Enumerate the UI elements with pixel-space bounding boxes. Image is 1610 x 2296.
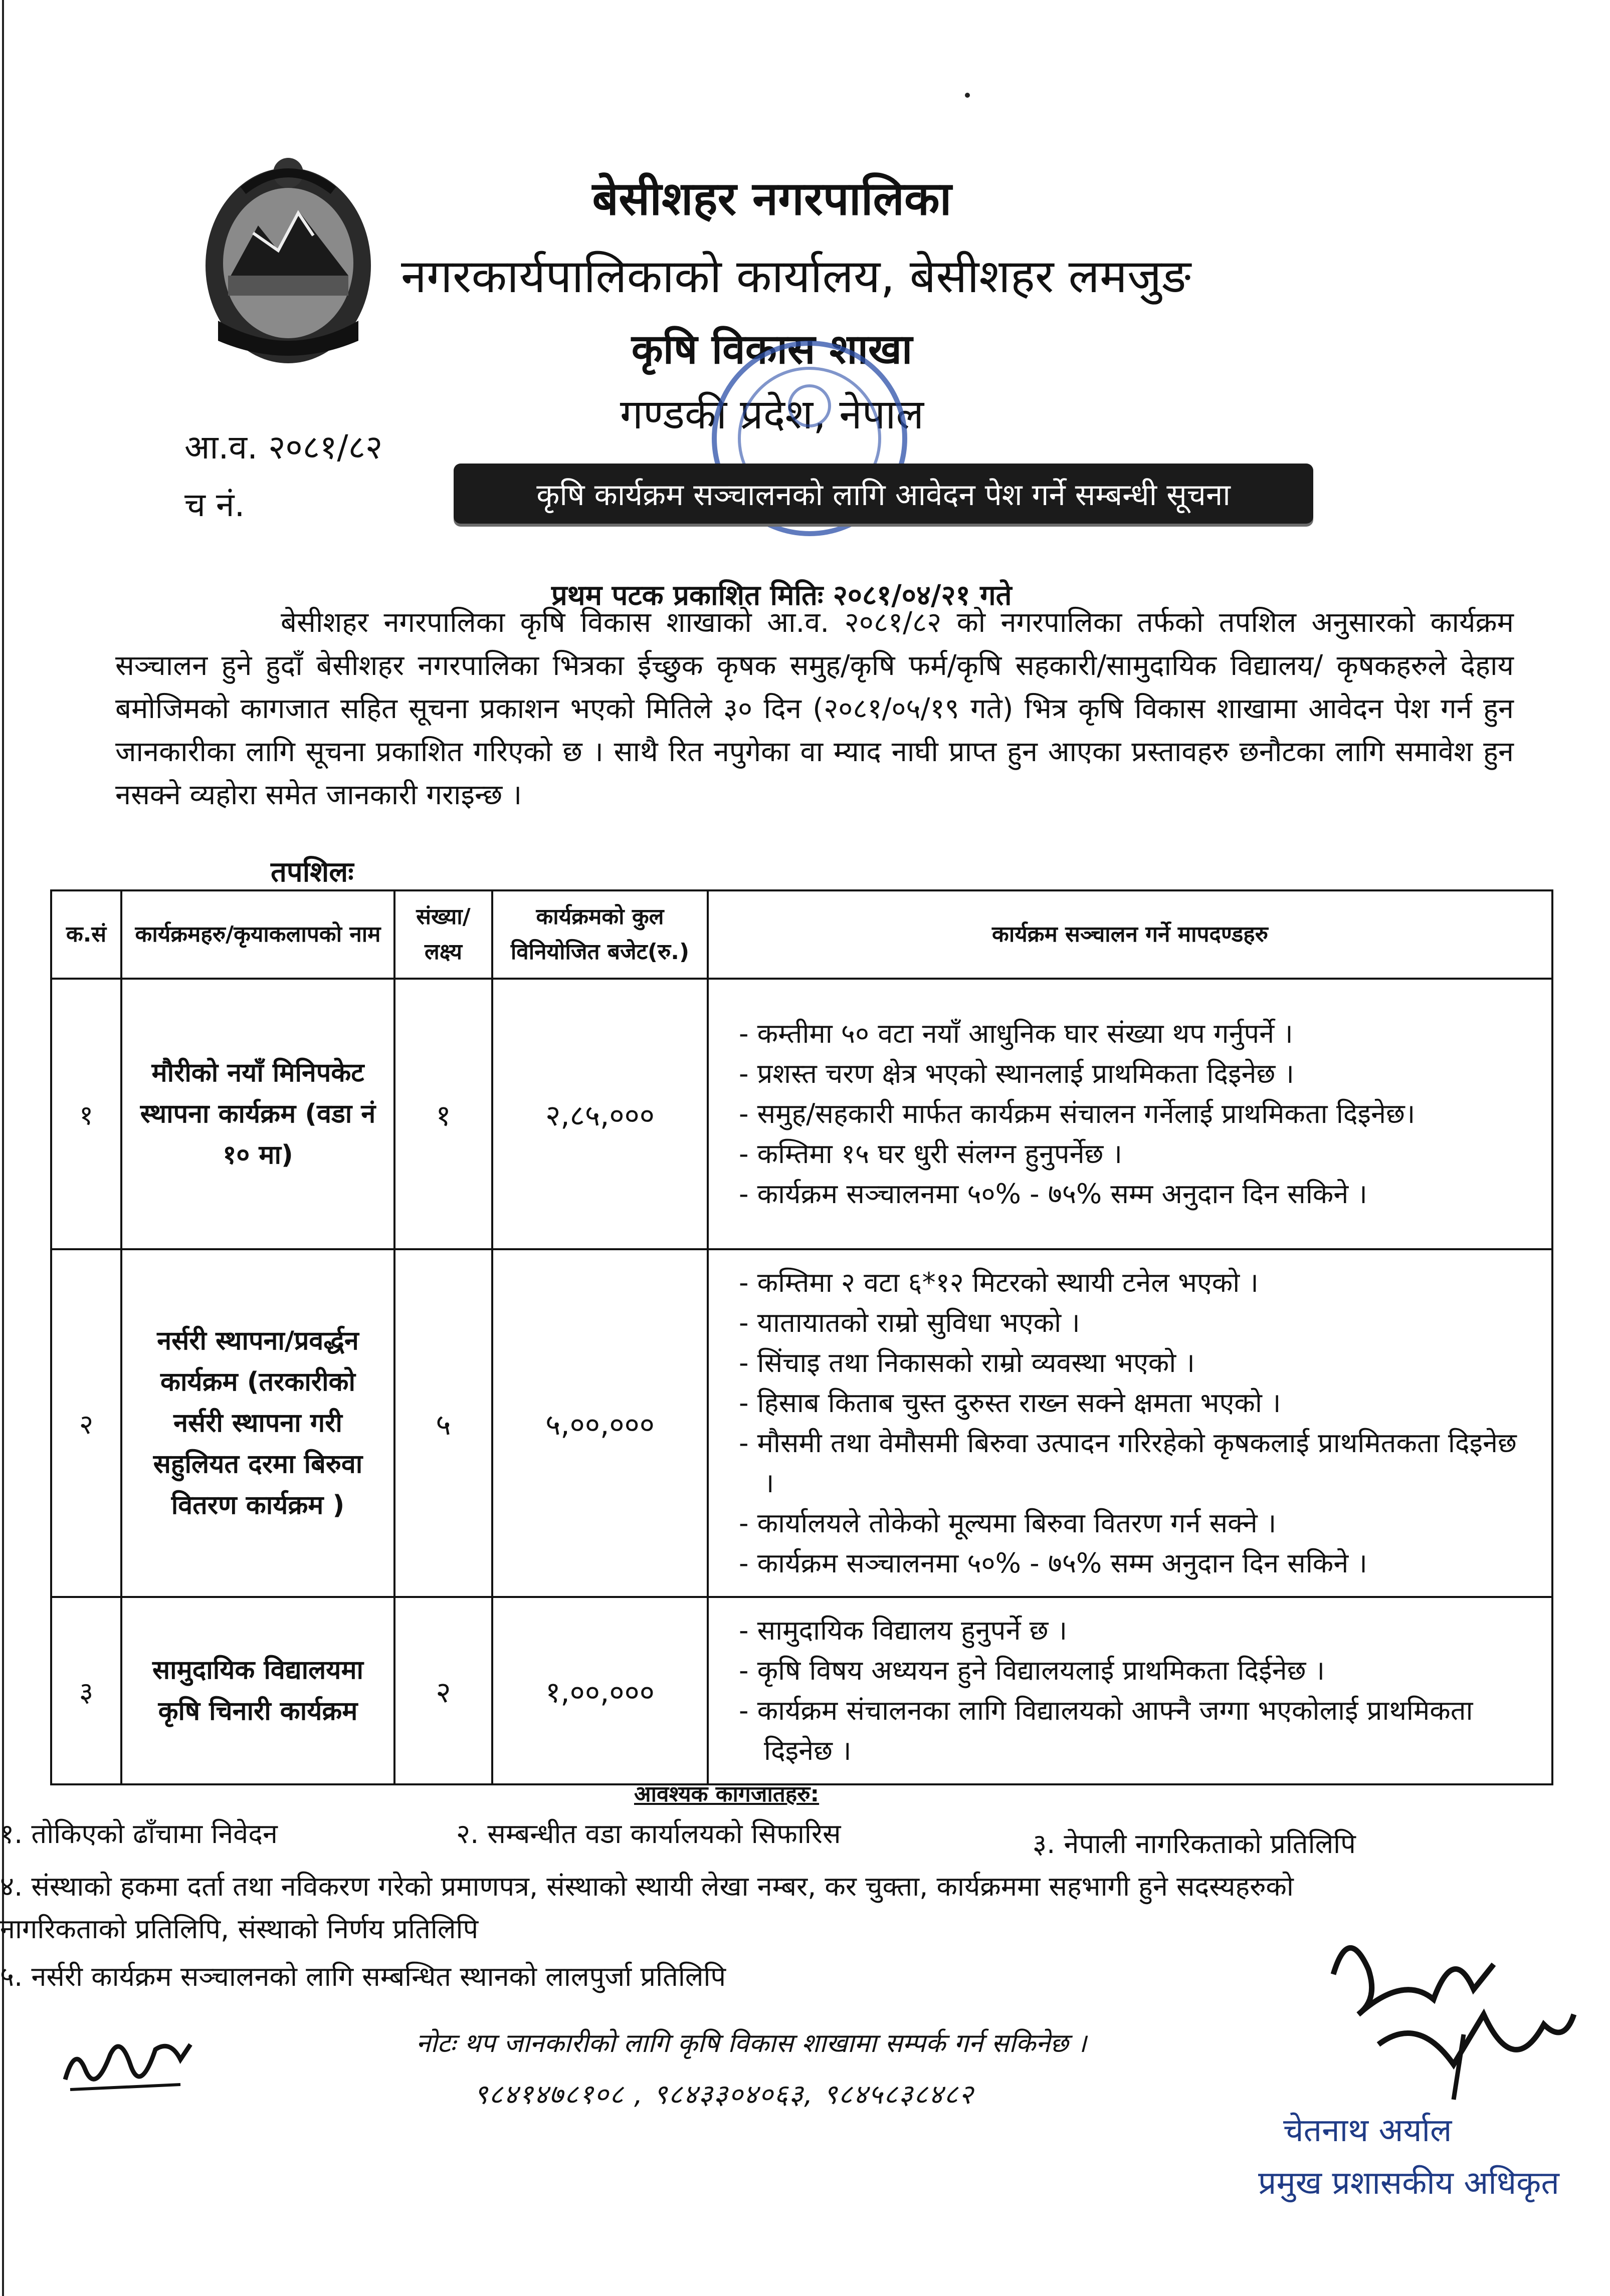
- officer-name: चेतनाथ अर्याल: [1283, 2112, 1452, 2149]
- criteria-list: [739, 1263, 1521, 1583]
- fiscal-year: आ.व. २०८१/८२: [184, 428, 383, 467]
- criteria-item: - सामुदायिक विद्यालय हुनुपर्ने छ ।: [739, 1611, 1521, 1651]
- document-item-5: ५. नर्सरी कार्यक्रम सञ्चालनको लागि सम्बन्धित स्थानको लालपुर्जा प्रतिलिपि: [0, 1961, 726, 1992]
- row-budget: ५,००,०००: [492, 1249, 708, 1597]
- row-program-name: मौरीको नयाँ मिनिपकेट स्थापना कार्यक्रम (वडा नं १० मा): [121, 979, 394, 1249]
- office-name: नगरकार्यपालिकाको कार्यालय, बेसीशहर लमजुङ: [401, 250, 1191, 303]
- criteria-item: - कार्यालयले तोकेको मूल्यमा बिरुवा वितरण गर्न सक्ने ।: [739, 1503, 1521, 1543]
- page-left-border: [2, 0, 4, 2296]
- table-row: [51, 1597, 1552, 1784]
- published-date: प्रथम पटक प्रकाशित मितिः २०८१/०४/२१ गते: [551, 579, 1012, 612]
- document-item-4: ४. संस्थाको हकमा दर्ता तथा नविकरण गरेको प्रमाणपत्र, संस्थाको स्थायी लेखा नम्बर, कर चुक्ता, कार्यक्रममा सहभागी हुने सदस्यहरुको: [0, 1871, 1294, 1902]
- signature-left-icon: [55, 2024, 206, 2100]
- municipality-name: बेसीशहर नगरपालिका: [592, 172, 952, 225]
- document-item-3: ३. नेपाली नागरिकताको प्रतिलिपि: [1033, 1828, 1356, 1860]
- document-item-4-continued: नागरिकताको प्रतिलिपि, संस्थाको निर्णय प्रतिलिपि: [0, 1913, 479, 1945]
- province-name: गण्डकी प्रदेश, नेपाल: [620, 391, 924, 438]
- criteria-item: - हिसाब किताब चुस्त दुरुस्त राख्न सक्ने क्षमता भएको ।: [739, 1383, 1521, 1423]
- row-criteria: [708, 979, 1552, 1249]
- criteria-item: - यातायातको राम्रो सुविधा भएको ।: [739, 1303, 1521, 1343]
- header-budget: कार्यक्रमको कुल विनियोजित बजेट(रु.): [492, 890, 708, 979]
- branch-name: कृषि विकास शाखा: [631, 326, 913, 373]
- row-criteria: [708, 1249, 1552, 1597]
- table-header-row: [51, 890, 1552, 979]
- officer-title: प्रमुख प्रशासकीय अधिकृत: [1258, 2165, 1559, 2202]
- criteria-item: - कम्तीमा ५० वटा नयाँ आधुनिक घार संख्या थप गर्नुपर्ने ।: [739, 1014, 1521, 1054]
- table-row: [51, 979, 1552, 1249]
- criteria-item: - समुह/सहकारी मार्फत कार्यक्रम संचालन गर्नेलाई प्राथमिकता दिइनेछ।: [739, 1094, 1521, 1134]
- program-table: [50, 889, 1553, 1785]
- nepal-emblem-icon: [198, 150, 378, 371]
- row-criteria: [708, 1597, 1552, 1784]
- criteria-item: - कृषि विषय अध्ययन हुने विद्यालयलाई प्राथमिकता दिईनेछ ।: [739, 1651, 1521, 1691]
- header-name: कार्यक्रमहरु/कृयाकलापको नाम: [121, 890, 394, 979]
- row-qty: २: [394, 1597, 492, 1784]
- criteria-item: - कार्यक्रम संचालनका लागि विद्यालयको आफ्नै जग्गा भएकोलाई प्राथमिकता दिइनेछ ।: [739, 1691, 1521, 1771]
- criteria-list: [739, 1014, 1521, 1214]
- row-sn: २: [51, 1249, 121, 1597]
- row-sn: १: [51, 979, 121, 1249]
- signature-right-icon: [1303, 1914, 1584, 2105]
- document-item-2: २. सम्बन्धीत वडा कार्यालयको सिफारिस: [456, 1818, 841, 1850]
- criteria-item: - कार्यक्रम सञ्चालनमा ५०% - ७५% सम्म अनुदान दिन सकिने ।: [739, 1543, 1521, 1583]
- criteria-item: - प्रशस्त चरण क्षेत्र भएको स्थानलाई प्राथमिकता दिइनेछ ।: [739, 1054, 1521, 1094]
- table-row: [51, 1249, 1552, 1597]
- letter-number: च नं.: [184, 486, 245, 524]
- row-budget: २,८५,०००: [492, 979, 708, 1249]
- scan-dot: [965, 93, 970, 98]
- row-budget: १,००,०००: [492, 1597, 708, 1784]
- criteria-item: - कार्यक्रम सञ्चालनमा ५०% - ७५% सम्म अनुदान दिन सकिने ।: [739, 1174, 1521, 1214]
- row-qty: ५: [394, 1249, 492, 1597]
- notice-title: कृषि कार्यक्रम सञ्चालनको लागि आवेदन पेश गर्ने सम्बन्धी सूचना: [536, 478, 1231, 513]
- criteria-item: - कम्तिमा १५ घर धुरी संलग्न हुनुपर्नेछ ।: [739, 1134, 1521, 1174]
- contact-note: नोटः थप जानकारीको लागि कृषि विकास शाखामा सम्पर्क गर्न सकिनेछ ।: [416, 2028, 1087, 2058]
- header-qty: संख्या/ लक्ष्य: [394, 890, 492, 979]
- row-program-name: नर्सरी स्थापना/प्रवर्द्धन कार्यक्रम (तरकारीको नर्सरी स्थापना गरी सहुलियत दरमा बिरुवा वितरण कार्यक्रम ): [121, 1249, 394, 1597]
- criteria-item: - सिंचाइ तथा निकासको राम्रो व्यवस्था भएको ।: [739, 1343, 1521, 1383]
- header-criteria: कार्यक्रम सञ्चालन गर्ने मापदण्डहरु: [708, 890, 1552, 979]
- row-qty: १: [394, 979, 492, 1249]
- criteria-list: [739, 1611, 1521, 1771]
- contact-phones: ९८४१४७८१०८ , ९८४३३०४०६३, ९८४५८३८४८२: [474, 2079, 974, 2110]
- notice-body: बेसीशहर नगरपालिका कृषि विकास शाखाको आ.व. २०८१/८२ को नगरपालिका तर्फको तपशिल अनुसारको कार्यक्रम सञ्चालन हुने हुदाँ बेसीशहर नगरपालिका भित्रका ईच्छुक कृषक समुह/कृषि फर्म/कृषि सहकारी/सामुदायिक विद्यालय/ कृषकहरुले देहाय बमोजिमको कागजात सहित सूचना प्रकाशन भएको मितिले ३० दिन (२०८१/०५/१९ गते) भित्र कृषि विकास शाखामा आवेदन पेश गर्न हुन जानकारीका लागि सूचना प्रकाशित गरिएको छ । साथै रित नपुगेका वा म्याद नाघी प्राप्त हुन आएका प्रस्तावहरु छनौटका लागि समावेश हुन नसक्ने व्यहोरा समेत जानकारी गराइन्छ ।: [115, 606, 1514, 811]
- document-item-1: १. तोकिएको ढाँचामा निवेदन: [0, 1818, 278, 1850]
- details-label: तपशिलः: [271, 856, 354, 888]
- header-sn: क.सं: [51, 890, 121, 979]
- criteria-item: - कम्तिमा २ वटा ६*१२ मिटरको स्थायी टनेल भएको ।: [739, 1263, 1521, 1303]
- criteria-item: - मौसमी तथा वेमौसमी बिरुवा उत्पादन गरिरहेको कृषकलाई प्राथमितकता दिइनेछ ।: [739, 1423, 1521, 1503]
- row-sn: ३: [51, 1597, 121, 1784]
- notice-title-banner: [454, 464, 1313, 524]
- required-documents-title: आवश्यक कागजातहरु:: [634, 1781, 820, 1807]
- row-program-name: सामुदायिक विद्यालयमा कृषि चिनारी कार्यक्रम: [121, 1597, 394, 1784]
